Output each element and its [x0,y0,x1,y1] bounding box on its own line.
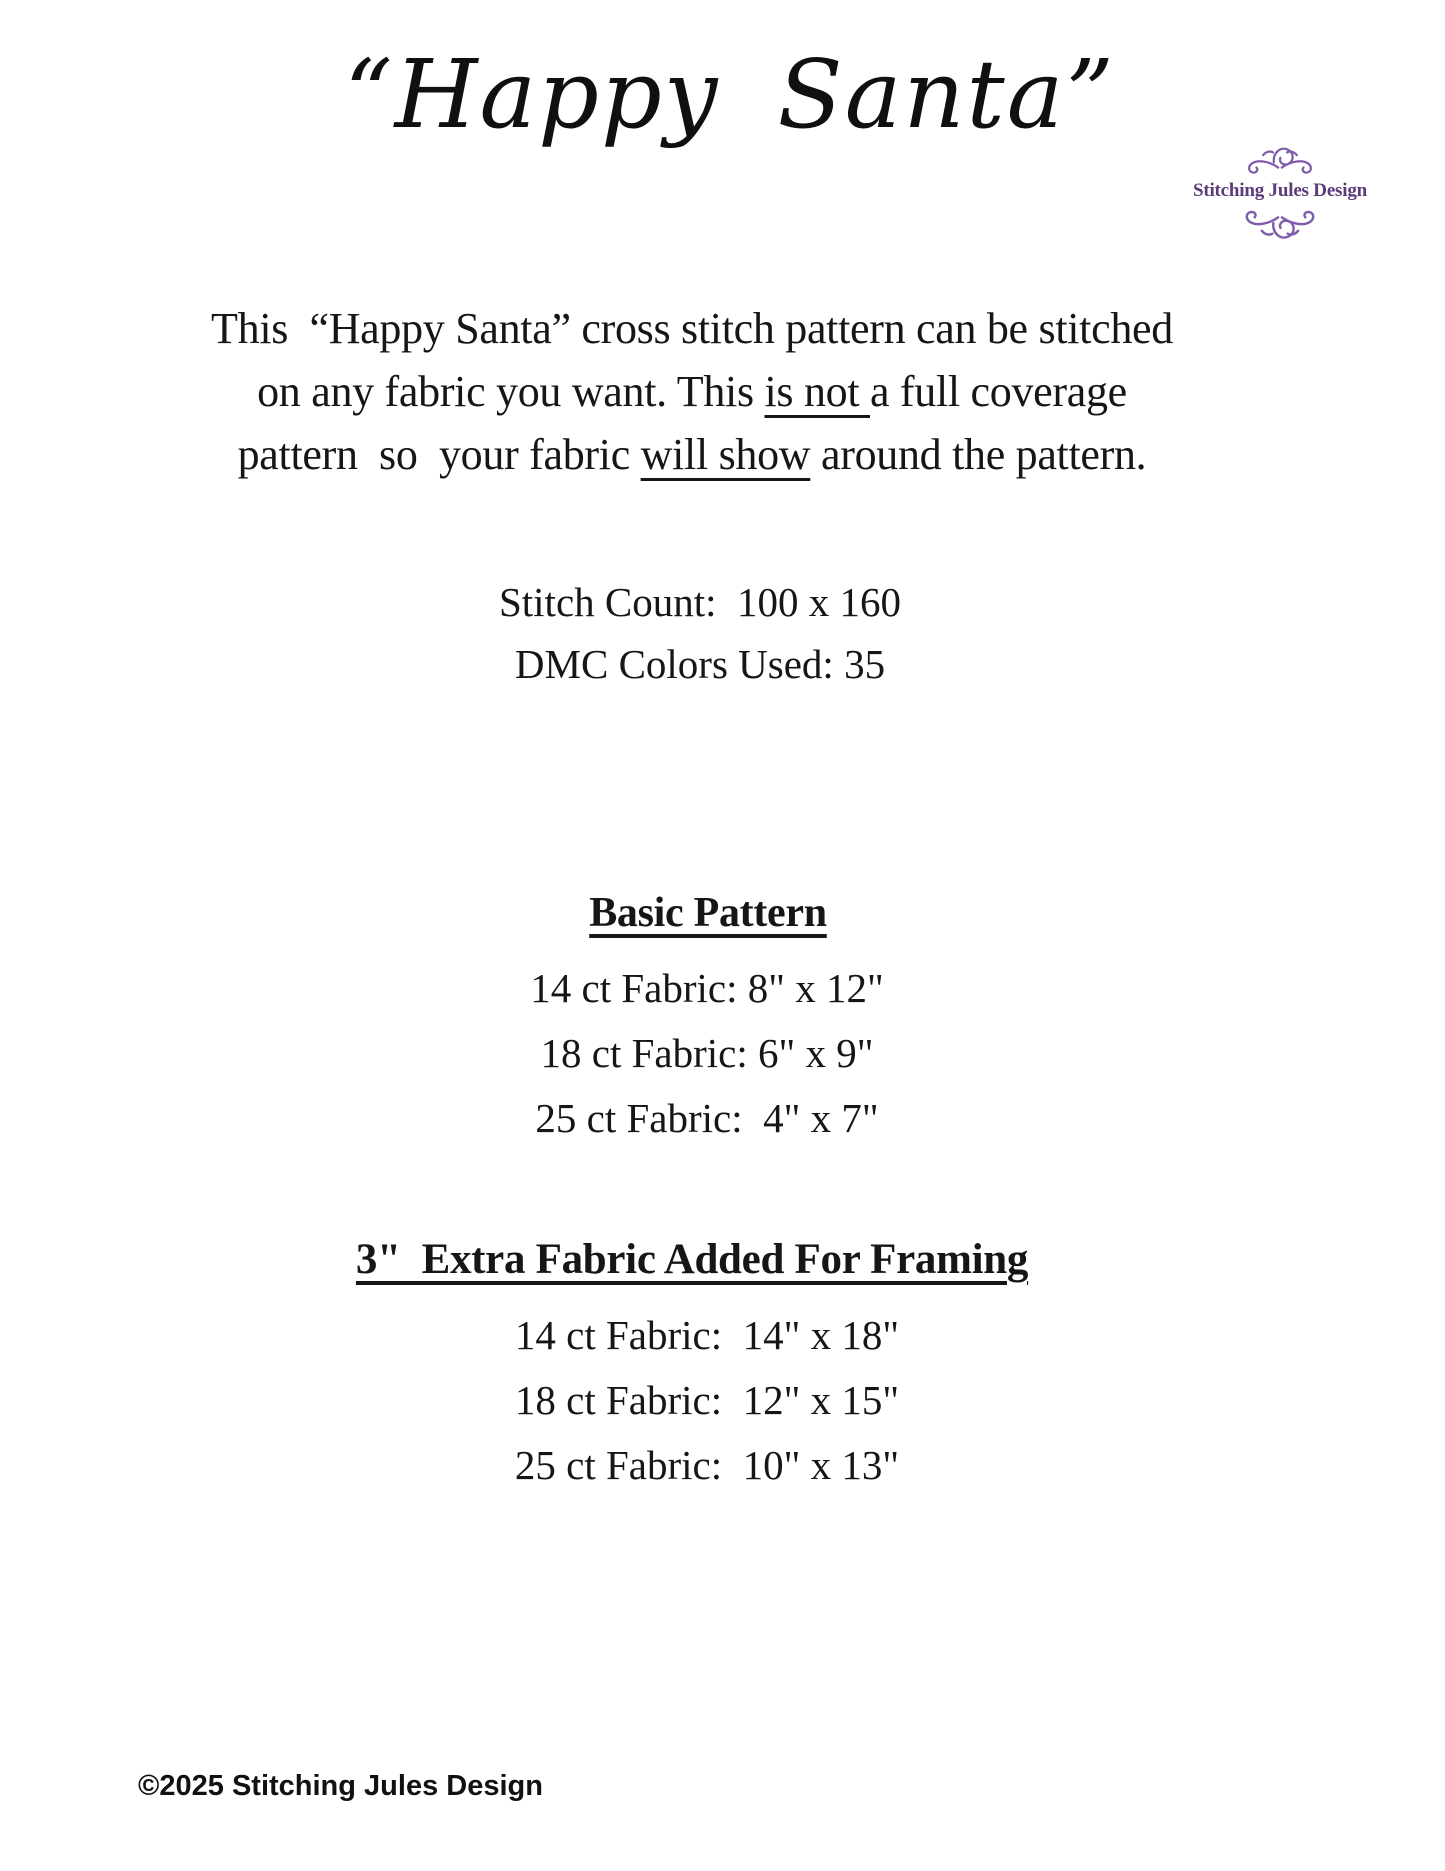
framing-size-row-14ct: 14 ct Fabric: 14" x 18" [514,1312,900,1358]
logo-text: Stitching Jules Design [1192,180,1367,201]
framing-size-row-25ct: 25 ct Fabric: 10" x 13" [514,1442,900,1488]
logo-flourish-top-icon [1234,140,1326,180]
intro-line-2 [62,360,1322,423]
intro-underline-will-show: will show [640,430,811,479]
intro-line-1: This “Happy Santa” cross stitch pattern can be stitched [211,304,1173,353]
fabric-size-row-25ct: 25 ct Fabric: 4" x 7" [535,1095,879,1141]
basic-pattern-heading-text: Basic Pattern [589,890,827,936]
framing-heading [52,1235,1332,1284]
intro-line-3-pre: pattern so your fabric [237,430,641,479]
framing-heading-text: 3" Extra Fabric Added For Framing [355,1236,1029,1283]
framing-sizes [62,1303,1352,1498]
intro-line-3-post: around the pattern. [810,430,1147,479]
intro-underline-is-not: is not [764,367,870,416]
intro-line-2-post: a full coverage [869,367,1127,416]
brand-logo [1180,140,1380,247]
basic-pattern-sizes [62,956,1352,1151]
logo-flourish-bottom-icon [1231,204,1329,247]
intro-line-2-pre: on any fabric you want. This [257,367,765,416]
basic-pattern-heading [68,889,1348,937]
intro-line-3 [62,423,1322,486]
fabric-size-row-14ct: 14 ct Fabric: 8" x 12" [530,965,884,1011]
intro-paragraph [62,297,1322,486]
stats-block [70,571,1330,695]
stitch-count: Stitch Count: 100 x 160 [498,579,902,625]
framing-size-row-18ct: 18 ct Fabric: 12" x 15" [514,1377,900,1423]
page-title: “Happy Santa” [344,40,1116,150]
copyright-text: ©2025 Stitching Jules Design [138,1770,543,1802]
dmc-colors-used: DMC Colors Used: 35 [514,641,886,687]
fabric-size-row-18ct: 18 ct Fabric: 6" x 9" [540,1030,874,1076]
